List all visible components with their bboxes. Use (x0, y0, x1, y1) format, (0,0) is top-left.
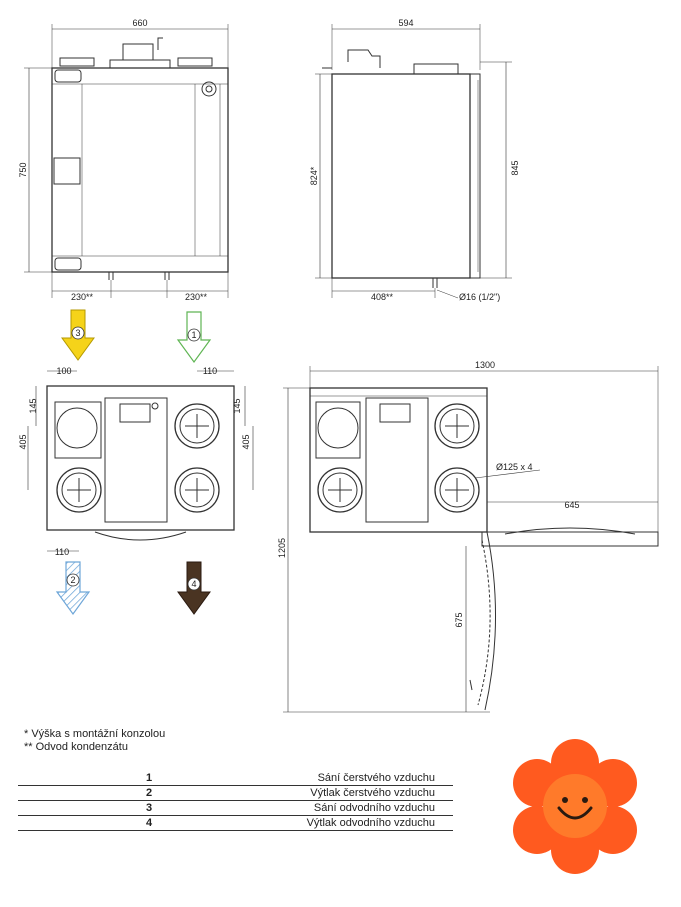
dim-plan-total-height: 1205 (277, 537, 287, 559)
legend-row (18, 771, 453, 786)
note-condensate-drain: ** Odvod kondenzátu (24, 741, 128, 753)
dim-top-offset-bottom: 110 (54, 547, 70, 557)
dim-side-depth: 594 (398, 18, 414, 28)
front-view (24, 24, 228, 298)
side-view (315, 24, 512, 298)
legend-number: 4 (18, 816, 280, 831)
legend-row (18, 816, 453, 831)
dim-side-bracket-height: 824* (309, 166, 319, 186)
dim-plan-door-width: 645 (564, 500, 580, 510)
arrow-1-number: 1 (191, 330, 197, 340)
legend-text: Výtlak odvodního vzduchu (280, 816, 453, 831)
dim-front-width: 660 (132, 18, 148, 28)
legend-number: 1 (18, 771, 280, 786)
dim-drain-left: 230** (70, 292, 94, 302)
dim-top-offset-left: 100 (56, 366, 72, 376)
dim-pitch-right: 405 (241, 434, 251, 450)
dim-top-offset-right: 110 (202, 366, 218, 376)
legend-text: Sání odvodního vzduchu (280, 801, 453, 816)
airflow-arrow-4 (178, 562, 210, 614)
dim-pitch-left: 405 (18, 434, 28, 450)
airflow-arrow-1 (178, 312, 210, 362)
dim-side-total-height: 845 (510, 160, 520, 176)
legend-number: 3 (18, 801, 280, 816)
legend-row (18, 801, 453, 816)
legend-row (18, 786, 453, 801)
legend-number: 2 (18, 786, 280, 801)
arrow-3-number: 3 (75, 328, 81, 338)
top-view-left (28, 371, 253, 551)
dim-plan-door-swing: 675 (454, 612, 464, 628)
plan-view (283, 366, 658, 712)
legend-text: Výtlak čerstvého vzduchu (280, 786, 453, 801)
dim-plan-total-width: 1300 (474, 360, 496, 370)
airflow-arrow-2 (57, 562, 89, 614)
arrow-4-number: 4 (191, 579, 197, 589)
dim-spigot-top-right: 145 (232, 398, 242, 414)
dim-spigot-top-left: 145 (28, 398, 38, 414)
dim-side-drain-diameter: Ø16 (1/2") (459, 292, 501, 302)
dim-front-height: 750 (18, 162, 28, 178)
dim-drain-right: 230** (184, 292, 208, 302)
smiling-flower-icon (505, 738, 645, 878)
legend-text: Sání čerstvého vzduchu (280, 771, 453, 786)
dim-plan-spigots: Ø125 x 4 (496, 462, 533, 472)
arrow-2-number: 2 (70, 575, 76, 585)
dim-side-drain-offset: 408** (370, 292, 394, 302)
airflow-arrow-3 (62, 310, 94, 360)
airflow-legend-table (18, 771, 453, 831)
note-bracket-height: * Výška s montážní konzolou (24, 728, 166, 740)
